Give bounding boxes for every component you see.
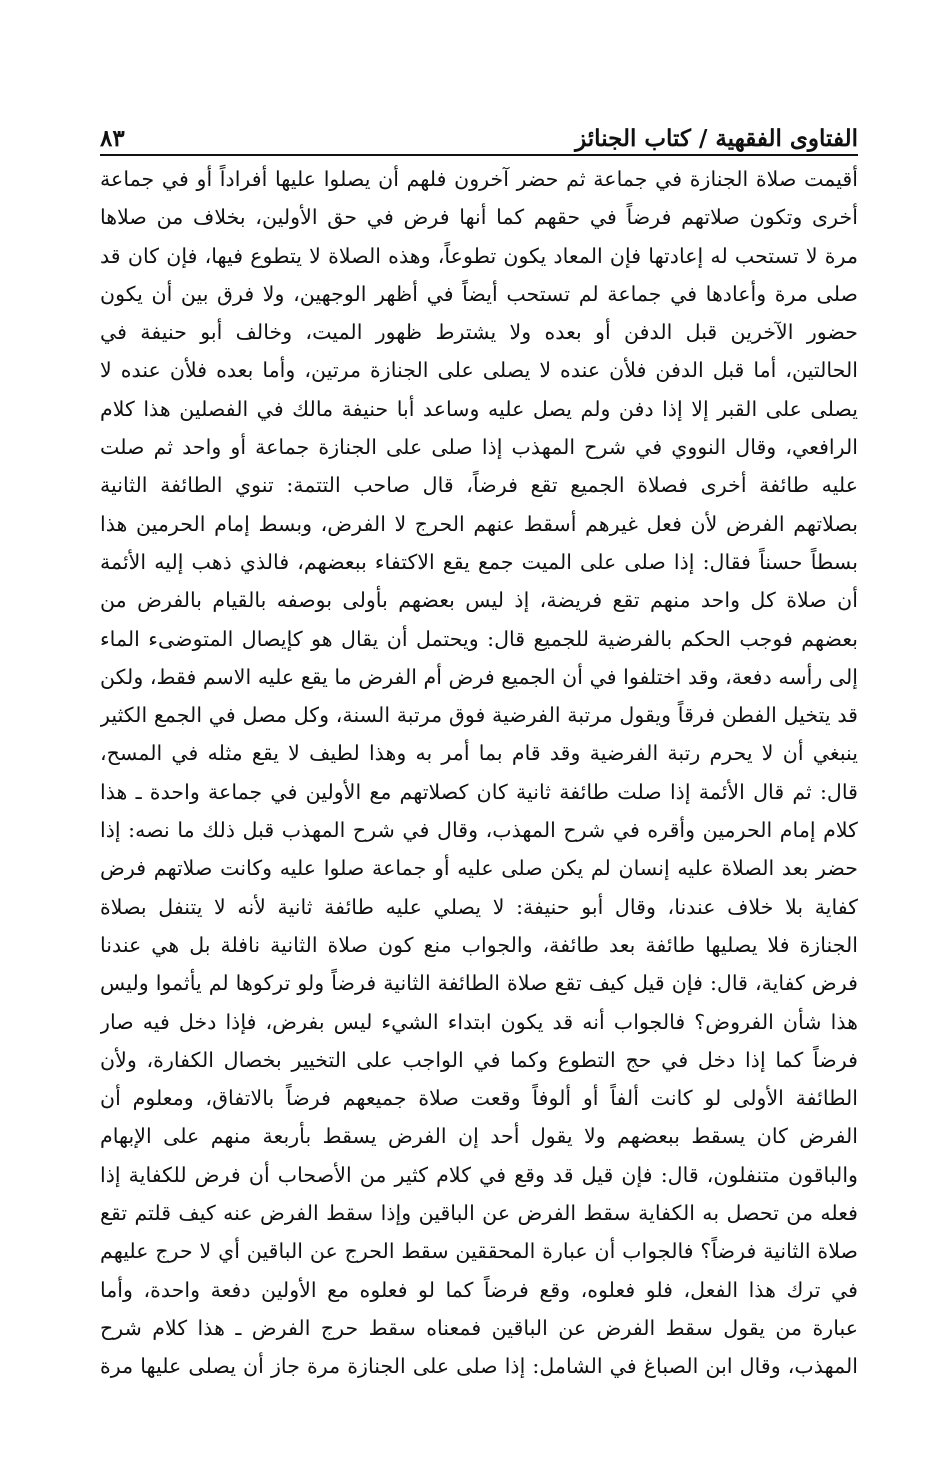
text-line: قد يتخيل الفطن فرقاً ويقول مرتبة الفرضية فوق مرتبة السنة، وكل مصل في الجمع الكثير: [100, 703, 858, 728]
text-line: حضر بعد الصلاة عليه إنسان لم يكن صلى عليه أو جماعة صلوا عليه وكانت صلاتهم فرض: [100, 856, 858, 881]
text-line: حضور الآخرين قبل الدفن أو بعده ولا يشترط ظهور الميت، وخالف أبو حنيفة في: [100, 320, 858, 345]
text-line: الرافعي، وقال النووي في شرح المهذب إذا صلى على الجنازة جماعة أو واحد ثم صلت: [100, 435, 858, 460]
text-line: فرض كفاية، قال: فإن قيل كيف تقع صلاة الطائفة الثانية فرضاً ولو تركوها لم يأثموا وليس: [100, 971, 858, 996]
text-line: الحالتين، أما قبل الدفن فلأن عنده لا يصلى على الجنازة مرتين، وأما بعده فلأن عنده لا: [100, 358, 858, 383]
page-number: ٨٣: [100, 125, 125, 152]
text-line: مرة لا تستحب له إعادتها فإن المعاد يكون تطوعاً، وهذه الصلاة لا يتطوع فيها، فإن كان قد: [100, 243, 858, 268]
text-line: الفرض كان يسقط ببعضهم ولا يقول أحد إن الفرض يسقط بأربعة منهم على الإبهام: [100, 1124, 858, 1149]
text-line: ينبغي أن لا يحرم رتبة الفرضية وقد قام بما أمر به وهذا لطيف لا يقع مثله في المسح،: [100, 741, 858, 766]
text-line: الطائفة الأولى لو كانت ألفاً أو ألوفاً وقعت صلاة جميعهم فرضاً بالاتفاق، ومعلوم أن: [100, 1086, 858, 1111]
page-header: [100, 112, 858, 152]
body-text: [100, 160, 858, 1386]
text-line: أن صلاة كل واحد منهم تقع فريضة، إذ ليس بعضهم بأولى بوصفه بالقيام بالفرض من: [100, 588, 858, 613]
text-line: قال: ثم قال الأئمة إذا صلت طائفة ثانية كان كصلاتهم مع الأولين في جماعة واحدة ـ هذا: [100, 779, 858, 804]
text-line: المهذب، وقال ابن الصباغ في الشامل: إذا صلى على الجنازة مرة جاز أن يصلى عليها مرة: [100, 1354, 858, 1379]
text-line: في ترك هذا الفعل، فلو فعلوه، وقع فرضاً كما لو فعلوه مع الأولين دفعة واحدة، وأما: [100, 1277, 858, 1302]
text-line: بصلاتهم الفرض لأن فعل غيرهم أسقط عنهم الحرج لا الفرض، وبسط إمام الحرمين هذا: [100, 511, 858, 536]
text-line: فعله من تحصل به الكفاية سقط الفرض عن الباقين وإذا سقط الفرض عنه كيف قلتم تقع: [100, 1201, 858, 1226]
text-line: كفاية بلا خلاف عندنا، وقال أبو حنيفة: لا يصلي عليه طائفة ثانية لأنه لا يتنفل بصلاة: [100, 894, 858, 919]
text-line: أقيمت صلاة الجنازة في جماعة ثم حضر آخرون فلهم أن يصلوا عليها أفراداً أو في جماعة: [100, 167, 858, 191]
text-line: أخرى وتكون صلاتهم فرضاً في حقهم كما أنها فرض في حق الأولين، بخلاف من صلاها: [100, 205, 858, 230]
text-line: صلى مرة وأعادها في جماعة لم تستحب أيضاً في أظهر الوجهين، ولا فرق بين أن يكون: [100, 281, 858, 306]
text-line: فرضاً كما إذا دخل في حج التطوع وكما في الواجب على التخيير بخصال الكفارة، ولأن: [100, 1047, 858, 1072]
running-title: الفتاوى الفقهية / كتاب الجنائز: [575, 125, 858, 152]
text-line: كلام إمام الحرمين وأقره في شرح المهذب، وقال في شرح المهذب قبل ذلك ما نصه: إذا: [100, 818, 858, 843]
text-line: بسطاً حسناً فقال: إذا صلى على الميت جمع يقع الاكتفاء ببعضهم، فالذي ذهب إليه الأئمة: [100, 549, 858, 574]
text-line: الجنازة فلا يصليها طائفة بعد طائفة، والجواب منع كون صلاة الثانية نافلة بل هي عندنا: [100, 932, 858, 957]
text-line: إلى رأسه دفعة، وقد اختلفوا في أن الجميع فرض أم الفرض ما يقع عليه الاسم فقط، ولكن: [100, 664, 858, 689]
text-line: يصلى على القبر إلا إذا دفن ولم يصل عليه وساعد أبا حنيفة مالك في الفصلين هذا كلام: [100, 396, 858, 421]
text-line: عبارة من يقول سقط الفرض عن الباقين فمعناه سقط حرج الفرض ـ هذا كلام شرح: [100, 1315, 858, 1340]
text-line: عليه طائفة أخرى فصلاة الجميع تقع فرضاً، قال صاحب التتمة: تنوي الطائفة الثانية: [100, 473, 858, 498]
text-line: هذا شأن الفروض؟ فالجواب أنه قد يكون ابتداء الشيء ليس بفرض، فإذا دخل فيه صار: [100, 1009, 858, 1034]
text-line: بعضهم فوجب الحكم بالفرضية للجميع قال: ويحتمل أن يقال هو كإيصال المتوضىء الماء: [100, 626, 858, 651]
text-line: والباقون متنفلون، قال: فإن قيل قد وقع في كلام كثير من الأصحاب أن فرض للكفاية إذا: [100, 1162, 858, 1187]
header-rule: [100, 154, 858, 156]
text-line: صلاة الثانية فرضاً؟ فالجواب أن عبارة المحققين سقط الحرج عن الباقين أي لا حرج عليهم: [100, 1239, 858, 1264]
